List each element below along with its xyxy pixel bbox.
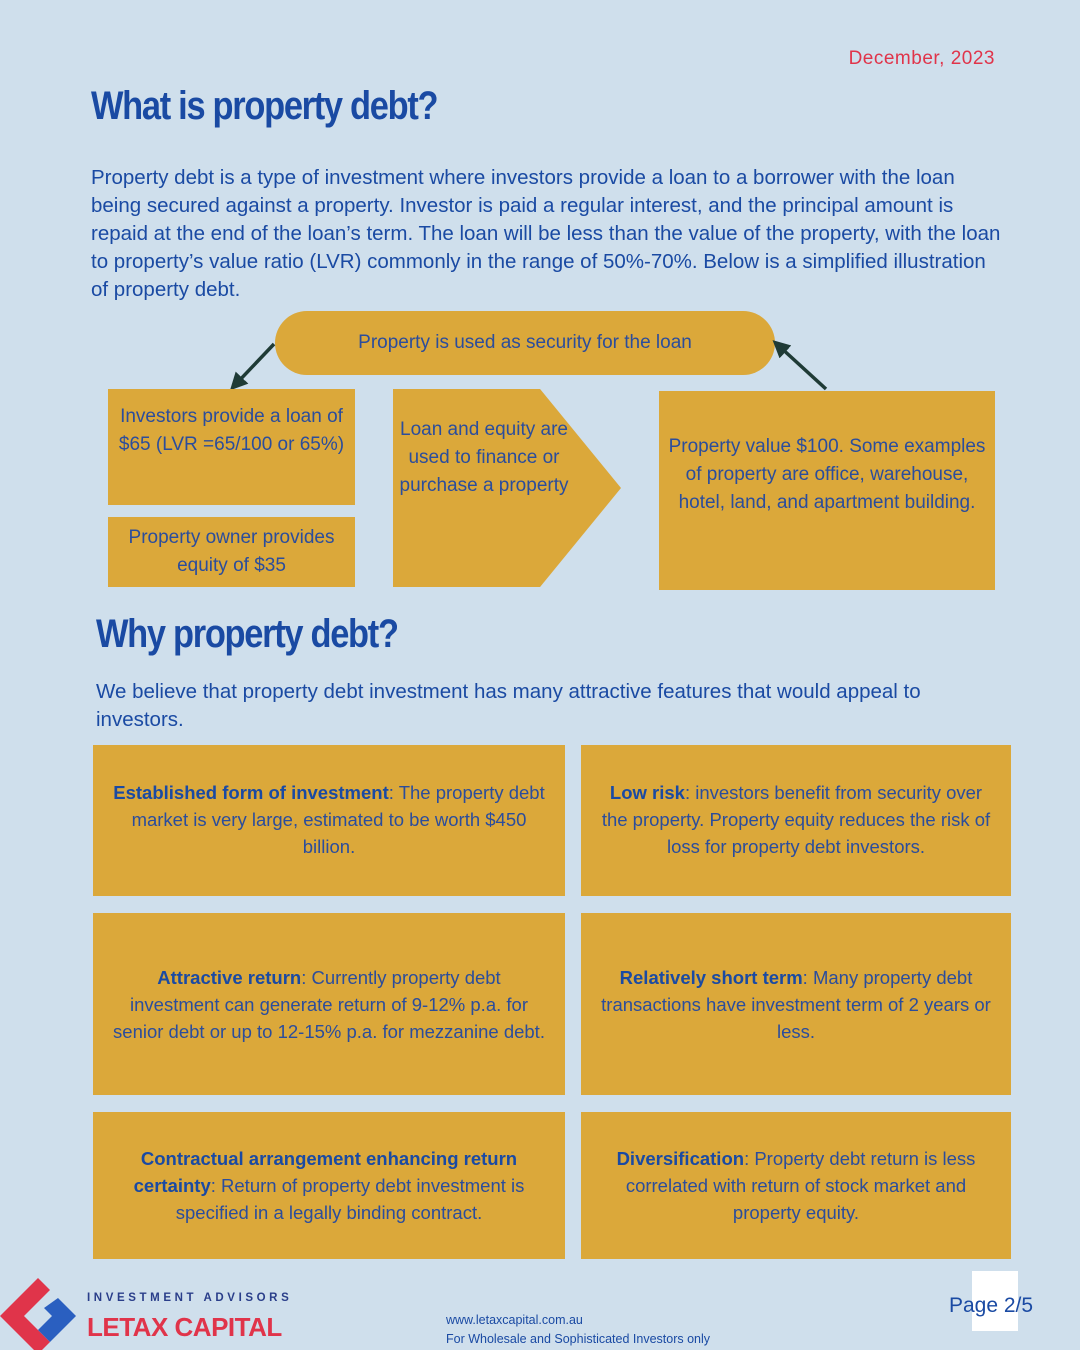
section-title-what: What is property debt? xyxy=(91,84,438,128)
owner-label: Property owner provides equity of $35 xyxy=(128,527,335,576)
feature-text: : The property debt market is very large, estimated to be worth $450 billion. xyxy=(131,782,545,857)
feature-card xyxy=(581,1112,1011,1259)
feature-card xyxy=(93,913,565,1095)
report-date: December, 2023 xyxy=(848,48,995,69)
letax-logo-icon xyxy=(0,1276,80,1350)
finance-label: Loan and equity are used to finance or purchase a property xyxy=(399,419,569,496)
feature-heading: Low risk xyxy=(609,782,685,803)
feature-card xyxy=(93,745,565,896)
brand-tagline: INVESTMENT ADVISORS xyxy=(87,1292,293,1304)
section-intro-why: We believe that property debt investment has many attractive features that would appeal to investors. xyxy=(96,680,921,731)
feature-heading: Relatively short term xyxy=(619,966,803,988)
feature-heading: Established form of investment xyxy=(113,782,389,803)
feature-text: : Return of property debt investment is specified in a legally binding contract. xyxy=(175,1175,525,1223)
feature-card xyxy=(581,745,1011,896)
disclaimer: For Wholesale and Sophisticated Investors only xyxy=(446,1332,711,1346)
owner-box xyxy=(108,517,355,587)
feature-text: : Property debt return is less correlated with return of stock market and property equity. xyxy=(625,1148,976,1223)
section-intro-what: Property debt is a type of investment where investors provide a loan to a borrower with the loan being secured against a property. Investor is paid a regular interest, and the principal amount is repaid at the end of the loan’s term. The loan will be less than the value of the property, with the loan to property’s value ratio (LVR) commonly in the range of 50%-70%. Below is a simplified illustration of property debt. xyxy=(91,166,1001,301)
investors-label: Investors provide a loan of $65 (LVR =65/100 or 65%) xyxy=(118,406,345,455)
section-title-why: Why property debt? xyxy=(96,612,398,656)
feature-heading: Diversification xyxy=(616,1148,745,1169)
feature-card xyxy=(581,913,1011,1095)
website-link[interactable]: www.letaxcapital.com.au xyxy=(446,1313,583,1327)
brand-name: LETAX CAPITAL xyxy=(87,1312,282,1342)
arrow-to-investors xyxy=(236,344,274,384)
feature-card xyxy=(93,1112,565,1259)
property-box xyxy=(659,391,995,590)
feature-heading: Contractual arrangement enhancing return certainty xyxy=(133,1148,518,1196)
feature-text: : investors benefit from security over the property. Property equity reduces the risk of loss for property debt investors. xyxy=(601,782,991,857)
feature-heading: Attractive return xyxy=(157,966,302,988)
security-label: Property is used as security for the loan xyxy=(358,332,692,353)
arrow-to-security xyxy=(779,346,826,389)
feature-text: : Currently property debt investment can generate return of 9-12% p.a. for senior debt or up to 12-15% p.a. for mezzanine debt. xyxy=(113,966,545,1042)
investors-box xyxy=(108,389,355,505)
property-label: Property value $100. Some examples of property are office, warehouse, hotel, land, and apartment building. xyxy=(668,436,986,513)
page-number: Page 2/5 xyxy=(949,1294,1034,1317)
feature-text: : Many property debt transactions have investment term of 2 years or less. xyxy=(601,966,991,1042)
